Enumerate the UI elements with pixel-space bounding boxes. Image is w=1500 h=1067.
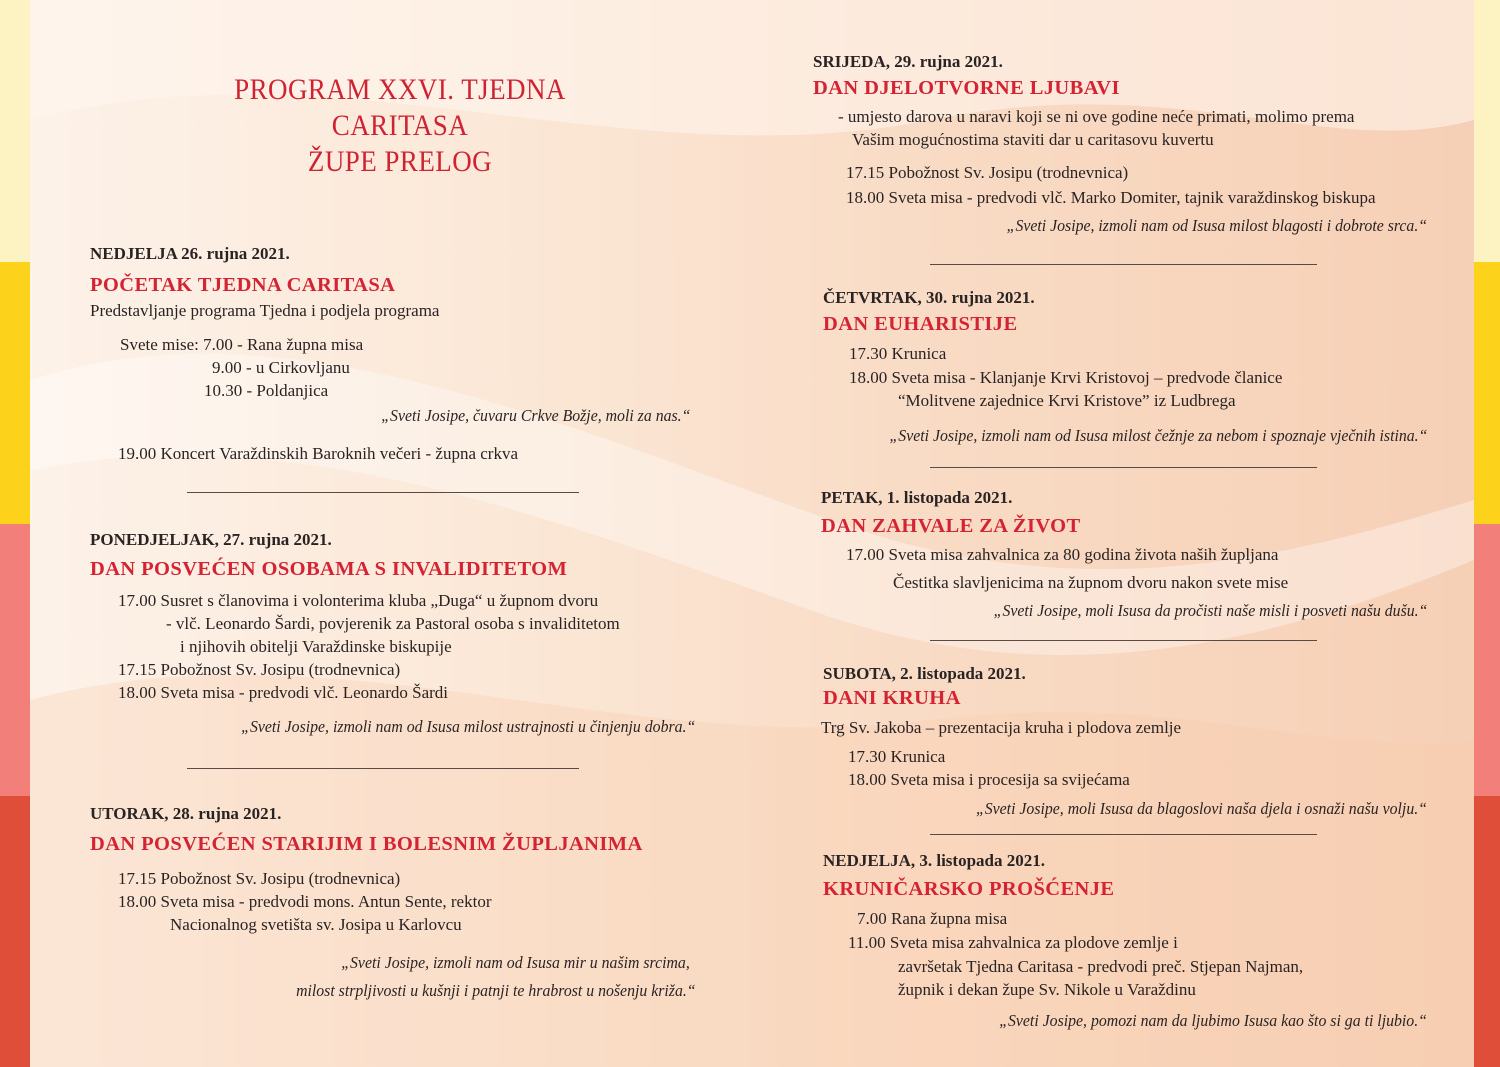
day-quote: „Sveti Josipe, izmoli nam od Isusa milost čežnje za nebom i spoznaje vječnih istina.“ (889, 426, 1427, 445)
day-line: Vašim mogućnostima staviti dar u caritasovu kuvertu (852, 130, 1214, 149)
day-line: Čestitka slavljenicima na župnom dvoru nakon svete mise (893, 573, 1289, 592)
day-line: 18.00 Sveta misa - predvodi vlč. Leonardo Šardi (118, 683, 449, 702)
day-date: SUBOTA, 2. listopada 2021. (823, 664, 1026, 683)
stripe-pink-left (0, 524, 30, 796)
day-line: 17.15 Pobožnost Sv. Josipu (trodnevnica) (846, 163, 1129, 182)
day-line: 10.30 - Poldanjica (204, 381, 329, 400)
day-line: 18.00 Sveta misa - predvodi mons. Antun Sente, rektor (118, 892, 492, 911)
day-quote: „Sveti Josipe, moli Isusa da pročisti naše misli i posveti našu dušu.“ (993, 601, 1427, 620)
day-line: 18.00 Sveta misa - Klanjanje Krvi Kristovoj – predvode članice (849, 368, 1283, 387)
day-line: župnik i dekan župe Sv. Nikole u Varaždinu (898, 980, 1196, 999)
section-divider (930, 467, 1317, 468)
day-heading: DAN DJELOTVORNE LJUBAVI (813, 77, 1120, 99)
day-line: Trg Sv. Jakoba – prezentacija kruha i plodova zemlje (821, 718, 1182, 737)
stripe-yellow-light-right (1474, 0, 1500, 262)
day-heading: DAN EUHARISTIJE (823, 313, 1018, 335)
day-line: 17.15 Pobožnost Sv. Josipu (trodnevnica) (118, 869, 401, 888)
day-line: 17.15 Pobožnost Sv. Josipu (trodnevnica) (118, 660, 401, 679)
day-quote: „Sveti Josipe, izmoli nam od Isusa milost blagosti i dobrote srca.“ (1006, 216, 1427, 235)
page-title-line2: ŽUPE PRELOG (307, 145, 493, 178)
day-line: 17.00 Sveta misa zahvalnica za 80 godina života naših župljana (846, 545, 1279, 564)
day-date: SRIJEDA, 29. rujna 2021. (813, 52, 1003, 71)
day-date: UTORAK, 28. rujna 2021. (90, 804, 282, 823)
day-quote: „Sveti Josipe, izmoli nam od Isusa mir u našim srcima, (341, 953, 690, 972)
day-line: 17.00 Susret s članovima i volonterima kluba „Duga“ u župnom dvoru (118, 591, 599, 610)
stripe-red-left (0, 796, 30, 1067)
stripe-yellow-light-left (0, 0, 30, 262)
day-date: NEDJELJA 26. rujna 2021. (90, 244, 290, 263)
day-quote: „Sveti Josipe, čuvaru Crkve Božje, moli za nas.“ (380, 406, 690, 425)
page-title (175, 72, 625, 180)
stripe-red-right (1474, 796, 1500, 1067)
day-line: Svete mise: 7.00 - Rana župna misa (120, 335, 364, 354)
day-line: 18.00 Sveta misa i procesija sa svijećama (848, 770, 1130, 789)
day-line: “Molitvene zajednice Krvi Kristove” iz Ludbrega (898, 391, 1236, 410)
day-line: 19.00 Koncert Varaždinskih Baroknih večeri - župna crkva (118, 444, 518, 463)
day-line: 9.00 - u Cirkovljanu (212, 358, 350, 377)
day-line: i njihovih obitelji Varaždinske biskupije (180, 637, 452, 656)
section-divider (930, 834, 1317, 835)
day-quote: „Sveti Josipe, pomozi nam da ljubimo Isusa kao što si ga ti ljubio.“ (999, 1011, 1427, 1030)
section-divider (930, 640, 1317, 641)
day-line: Predstavljanje programa Tjedna i podjela programa (90, 301, 440, 320)
day-date: PETAK, 1. listopada 2021. (821, 488, 1013, 507)
page-title-line1: PROGRAM XXVI. TJEDNA CARITASA (234, 73, 566, 142)
day-quote: milost strpljivosti u kušnji i patnji te hrabrost u nošenju križa.“ (296, 981, 696, 1000)
day-line: - vlč. Leonardo Šardi, povjerenik za Pastoral osoba s invaliditetom (166, 614, 620, 633)
day-heading: DAN POSVEĆEN OSOBAMA S INVALIDITETOM (90, 558, 568, 580)
day-heading: DAN ZAHVALE ZA ŽIVOT (821, 515, 1081, 537)
day-heading: KRUNIČARSKO PROŠĆENJE (823, 878, 1115, 900)
day-heading: POČETAK TJEDNA CARITASA (90, 274, 396, 296)
day-date: PONEDJELJAK, 27. rujna 2021. (90, 530, 332, 549)
day-date: NEDJELJA, 3. listopada 2021. (823, 851, 1045, 870)
day-quote: „Sveti Josipe, izmoli nam od Isusa milost ustrajnosti u činjenju dobra.“ (240, 717, 695, 736)
stripe-pink-right (1474, 524, 1500, 796)
day-line: 17.30 Krunica (848, 747, 946, 766)
day-heading: DANI KRUHA (823, 687, 961, 709)
day-line: 18.00 Sveta misa - predvodi vlč. Marko Domiter, tajnik varaždinskog biskupa (846, 188, 1376, 207)
day-line: Nacionalnog svetišta sv. Josipa u Karlovcu (170, 915, 462, 934)
day-line: završetak Tjedna Caritasa - predvodi preč. Stjepan Najman, (898, 957, 1304, 976)
day-line: - umjesto darova u naravi koji se ni ove godine neće primati, molimo prema (838, 107, 1355, 126)
stripe-yellow-right (1474, 262, 1500, 524)
section-divider (187, 492, 579, 493)
day-line: 11.00 Sveta misa zahvalnica za plodove zemlje i (848, 933, 1178, 952)
day-quote: „Sveti Josipe, moli Isusa da blagoslovi naša djela i osnaži našu volju.“ (975, 799, 1427, 818)
section-divider (930, 264, 1317, 265)
day-line: 7.00 Rana župna misa (857, 909, 1008, 928)
day-date: ČETVRTAK, 30. rujna 2021. (823, 288, 1035, 307)
day-heading: DAN POSVEĆEN STARIJIM I BOLESNIM ŽUPLJANIMA (90, 833, 643, 855)
section-divider (187, 768, 579, 769)
stripe-yellow-left (0, 262, 30, 524)
day-line: 17.30 Krunica (849, 344, 947, 363)
